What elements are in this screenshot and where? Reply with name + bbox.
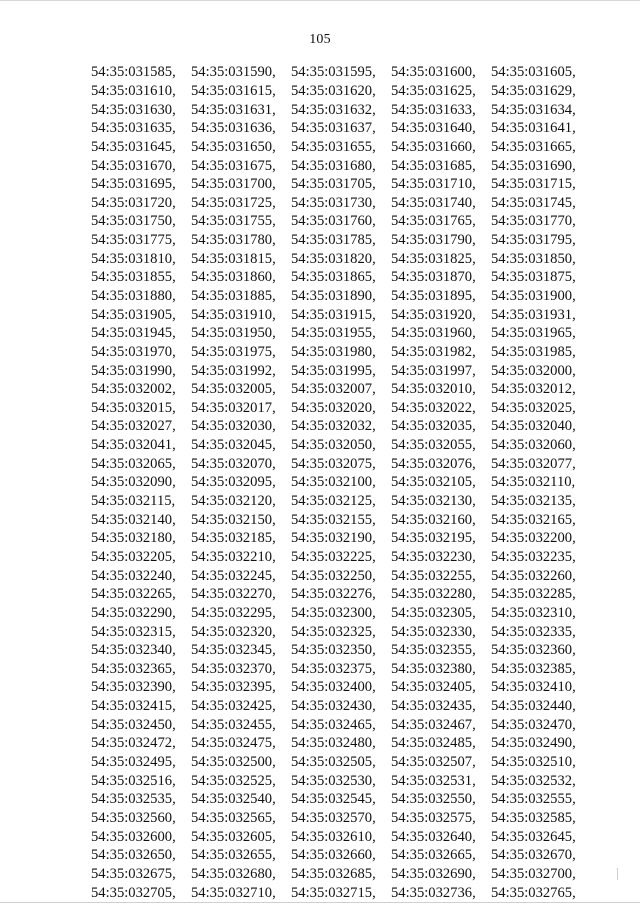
cadastral-number: 54:35:032140,	[91, 511, 176, 528]
cadastral-number: 54:35:032240,	[91, 567, 176, 584]
cadastral-number: 54:35:031636,	[191, 120, 276, 137]
cadastral-number: 54:35:032020,	[291, 399, 376, 416]
cadastral-number: 54:35:031885,	[191, 288, 276, 304]
list-row	[91, 343, 601, 362]
cadastral-number: 54:35:031875,	[491, 269, 576, 286]
cadastral-number: 54:35:031990,	[91, 362, 176, 379]
cadastral-number: 54:35:032195,	[391, 530, 476, 547]
cadastral-number: 54:35:032650,	[91, 847, 176, 864]
list-row	[91, 622, 601, 641]
cadastral-number: 54:35:032415,	[91, 698, 176, 715]
cadastral-number: 54:35:032050,	[291, 437, 376, 454]
cadastral-number: 54:35:032736,	[391, 884, 476, 901]
cadastral-number: 54:35:032480,	[291, 735, 376, 752]
cadastral-number: 54:35:032340,	[91, 642, 176, 659]
list-row	[91, 212, 601, 231]
cadastral-number: 54:35:032540,	[191, 791, 276, 808]
cadastral-number: 54:35:032516,	[91, 772, 176, 789]
list-row	[91, 510, 601, 529]
cadastral-number: 54:35:032430,	[291, 698, 376, 715]
cadastral-number: 54:35:032335,	[491, 623, 576, 640]
cadastral-number: 54:35:031620,	[291, 82, 376, 99]
cadastral-number: 54:35:031970,	[91, 343, 176, 360]
list-row	[91, 734, 601, 753]
cadastral-number: 54:35:032130,	[391, 493, 476, 510]
cadastral-number: 54:35:031590,	[191, 64, 276, 81]
cadastral-number: 54:35:032012,	[491, 381, 576, 398]
list-row	[91, 641, 601, 660]
cadastral-number: 54:35:032235,	[491, 548, 576, 565]
cadastral-number: 54:35:032400,	[291, 679, 376, 696]
list-row	[91, 436, 601, 455]
cadastral-number: 54:35:032450,	[91, 716, 176, 733]
cadastral-number: 54:35:032510,	[491, 754, 576, 771]
cadastral-number: 54:35:032675,	[91, 865, 176, 882]
cadastral-number: 54:35:032035,	[391, 418, 476, 435]
list-row	[91, 175, 601, 194]
cadastral-number: 54:35:031905,	[91, 306, 176, 323]
cadastral-number: 54:35:032465,	[291, 716, 376, 733]
cadastral-number: 54:35:032110,	[491, 474, 576, 491]
cadastral-number: 54:35:031870,	[391, 269, 476, 286]
list-row	[91, 827, 601, 846]
list-row	[91, 473, 601, 492]
cadastral-number: 54:35:032345,	[191, 642, 276, 659]
cadastral-number: 54:35:032075,	[291, 455, 376, 472]
page-bottom-edge	[0, 902, 640, 903]
cadastral-number: 54:35:032280,	[391, 586, 476, 603]
list-row	[91, 305, 601, 324]
cadastral-number: 54:35:032470,	[491, 716, 576, 733]
cadastral-number: 54:35:032190,	[291, 530, 376, 547]
cadastral-number: 54:35:032095,	[191, 474, 276, 491]
cadastral-number: 54:35:031775,	[91, 232, 176, 249]
cadastral-number: 54:35:032305,	[391, 604, 476, 621]
cadastral-number: 54:35:031670,	[91, 157, 176, 174]
cadastral-number: 54:35:031650,	[191, 138, 276, 155]
cadastral-number: 54:35:032027,	[91, 418, 176, 435]
cadastral-number: 54:35:031725,	[191, 194, 276, 211]
cadastral-number: 54:35:032045,	[191, 437, 276, 454]
cadastral-number: 54:35:032285,	[491, 586, 576, 603]
cadastral-number: 54:35:031790,	[391, 232, 476, 249]
cadastral-number: 54:35:032710,	[191, 884, 276, 901]
cadastral-number: 54:35:032490,	[491, 735, 576, 752]
cadastral-number: 54:35:032120,	[191, 493, 276, 510]
list-row	[91, 156, 601, 175]
cadastral-number: 54:35:031655,	[291, 138, 376, 155]
cadastral-number: 54:35:031760,	[291, 213, 376, 230]
cadastral-number: 54:35:032310,	[491, 604, 576, 621]
cadastral-number: 54:35:031880,	[91, 288, 176, 304]
cadastral-number: 54:35:032410,	[491, 679, 576, 696]
cadastral-number: 54:35:031770,	[491, 213, 576, 230]
cadastral-number: 54:35:031995,	[291, 362, 376, 379]
cadastral-number: 54:35:032015,	[91, 399, 176, 416]
cadastral-number: 54:35:031625,	[391, 82, 476, 99]
list-row	[91, 138, 601, 157]
cadastral-number: 54:35:031680,	[291, 157, 376, 174]
cadastral-number: 54:35:031820,	[291, 250, 376, 267]
list-row	[91, 529, 601, 548]
cadastral-number: 54:35:031931,	[491, 306, 576, 323]
cadastral-number: 54:35:032260,	[491, 567, 576, 584]
cadastral-number: 54:35:032360,	[491, 642, 576, 659]
cadastral-number: 54:35:031715,	[491, 176, 576, 193]
cadastral-number: 54:35:031975,	[191, 343, 276, 360]
cadastral-number: 54:35:032475,	[191, 735, 276, 752]
cadastral-number: 54:35:031605,	[491, 64, 576, 81]
cadastral-number: 54:35:032390,	[91, 679, 176, 696]
cadastral-number: 54:35:032041,	[91, 437, 176, 454]
list-row	[91, 63, 601, 82]
cadastral-number: 54:35:032585,	[491, 809, 576, 826]
cadastral-number: 54:35:031980,	[291, 343, 376, 360]
list-row	[91, 715, 601, 734]
cadastral-number: 54:35:031585,	[91, 64, 176, 81]
cadastral-number: 54:35:031895,	[391, 288, 476, 304]
cadastral-number: 54:35:032300,	[291, 604, 376, 621]
cadastral-number: 54:35:032660,	[291, 847, 376, 864]
cadastral-number: 54:35:031595,	[291, 64, 376, 81]
cadastral-number: 54:35:031685,	[391, 157, 476, 174]
list-row	[91, 268, 601, 287]
cadastral-number: 54:35:031695,	[91, 176, 176, 193]
cadastral-number: 54:35:031755,	[191, 213, 276, 230]
list-row	[91, 193, 601, 212]
cadastral-number: 54:35:032405,	[391, 679, 476, 696]
list-row	[91, 753, 601, 772]
cadastral-number: 54:35:032325,	[291, 623, 376, 640]
cadastral-number: 54:35:032077,	[491, 455, 576, 472]
cadastral-number: 54:35:032150,	[191, 511, 276, 528]
cadastral-number: 54:35:032032,	[291, 418, 376, 435]
cadastral-number: 54:35:032395,	[191, 679, 276, 696]
cadastral-number: 54:35:031865,	[291, 269, 376, 286]
cadastral-number: 54:35:032375,	[291, 660, 376, 677]
cadastral-number: 54:35:032645,	[491, 828, 576, 845]
cadastral-number: 54:35:032210,	[191, 548, 276, 565]
cadastral-number: 54:35:031985,	[491, 343, 576, 360]
cadastral-number: 54:35:032295,	[191, 604, 276, 621]
list-row	[91, 380, 601, 399]
list-row	[91, 678, 601, 697]
list-row	[91, 100, 601, 119]
cadastral-number: 54:35:032030,	[191, 418, 276, 435]
cadastral-number: 54:35:032495,	[91, 754, 176, 771]
list-row	[91, 771, 601, 790]
cadastral-number: 54:35:032532,	[491, 772, 576, 789]
cadastral-number: 54:35:031730,	[291, 194, 376, 211]
cadastral-number: 54:35:032435,	[391, 698, 476, 715]
cadastral-number: 54:35:032185,	[191, 530, 276, 547]
list-row	[91, 566, 601, 585]
cadastral-number: 54:35:032467,	[391, 716, 476, 733]
cadastral-number: 54:35:031705,	[291, 176, 376, 193]
cadastral-number: 54:35:032230,	[391, 548, 476, 565]
cadastral-number: 54:35:032002,	[91, 381, 176, 398]
cadastral-number: 54:35:032250,	[291, 567, 376, 584]
cadastral-number: 54:35:032455,	[191, 716, 276, 733]
cadastral-number: 54:35:032255,	[391, 567, 476, 584]
list-row	[91, 231, 601, 250]
cadastral-number: 54:35:031860,	[191, 269, 276, 286]
list-row	[91, 119, 601, 138]
cadastral-number: 54:35:031740,	[391, 194, 476, 211]
cadastral-number: 54:35:031765,	[391, 213, 476, 230]
cadastral-number: 54:35:032680,	[191, 865, 276, 882]
cadastral-number: 54:35:032550,	[391, 791, 476, 808]
cadastral-number: 54:35:031915,	[291, 306, 376, 323]
cadastral-number: 54:35:031965,	[491, 325, 576, 342]
cadastral-number: 54:35:032605,	[191, 828, 276, 845]
cadastral-number: 54:35:032685,	[291, 865, 376, 882]
cadastral-number: 54:35:032125,	[291, 493, 376, 510]
list-row	[91, 883, 601, 902]
cadastral-number: 54:35:032165,	[491, 511, 576, 528]
cadastral-number: 54:35:032640,	[391, 828, 476, 845]
cadastral-number: 54:35:032525,	[191, 772, 276, 789]
cadastral-number: 54:35:032276,	[291, 586, 376, 603]
cadastral-number: 54:35:031855,	[91, 269, 176, 286]
list-row	[91, 865, 601, 884]
cadastral-number: 54:35:032600,	[91, 828, 176, 845]
cadastral-number: 54:35:031900,	[491, 288, 576, 304]
cadastral-number: 54:35:032545,	[291, 791, 376, 808]
cadastral-number: 54:35:032355,	[391, 642, 476, 659]
cadastral-number: 54:35:032610,	[291, 828, 376, 845]
cadastral-number: 54:35:032000,	[491, 362, 576, 379]
list-row	[91, 492, 601, 511]
cadastral-number: 54:35:032200,	[491, 530, 576, 547]
cadastral-number: 54:35:032065,	[91, 455, 176, 472]
cadastral-number: 54:35:031630,	[91, 101, 176, 118]
cadastral-number: 54:35:032575,	[391, 809, 476, 826]
cadastral-number: 54:35:031945,	[91, 325, 176, 342]
cadastral-number: 54:35:031660,	[391, 138, 476, 155]
cadastral-number: 54:35:032265,	[91, 586, 176, 603]
cadastral-number: 54:35:032690,	[391, 865, 476, 882]
cadastral-number: 54:35:031795,	[491, 232, 576, 249]
cadastral-number: 54:35:032531,	[391, 772, 476, 789]
cadastral-number: 54:35:032425,	[191, 698, 276, 715]
cadastral-number: 54:35:032485,	[391, 735, 476, 752]
cadastral-number: 54:35:032290,	[91, 604, 176, 621]
cadastral-number: 54:35:032040,	[491, 418, 576, 435]
list-row	[91, 604, 601, 623]
cadastral-number: 54:35:032320,	[191, 623, 276, 640]
cadastral-number: 54:35:032155,	[291, 511, 376, 528]
cadastral-number: 54:35:032205,	[91, 548, 176, 565]
list-row	[91, 417, 601, 436]
cadastral-number: 54:35:031955,	[291, 325, 376, 342]
cadastral-number: 54:35:031675,	[191, 157, 276, 174]
cadastral-number: 54:35:031635,	[91, 120, 176, 137]
cadastral-number: 54:35:032070,	[191, 455, 276, 472]
cadastral-number: 54:35:031992,	[191, 362, 276, 379]
cadastral-number: 54:35:031780,	[191, 232, 276, 249]
cadastral-number: 54:35:032330,	[391, 623, 476, 640]
cadastral-number: 54:35:032555,	[491, 791, 576, 808]
cadastral-number: 54:35:032090,	[91, 474, 176, 491]
cadastral-number: 54:35:031982,	[391, 343, 476, 360]
cadastral-number: 54:35:031615,	[191, 82, 276, 99]
cadastral-number: 54:35:031710,	[391, 176, 476, 193]
cadastral-number: 54:35:032225,	[291, 548, 376, 565]
cadastral-number: 54:35:031910,	[191, 306, 276, 323]
cadastral-number: 54:35:031610,	[91, 82, 176, 99]
cadastral-number: 54:35:031997,	[391, 362, 476, 379]
cadastral-number: 54:35:032350,	[291, 642, 376, 659]
cadastral-number: 54:35:032055,	[391, 437, 476, 454]
cadastral-number: 54:35:031825,	[391, 250, 476, 267]
cadastral-number: 54:35:032765,	[491, 884, 576, 901]
cadastral-number: 54:35:031745,	[491, 194, 576, 211]
cadastral-number: 54:35:032700,	[491, 865, 576, 882]
list-row	[91, 790, 601, 809]
cadastral-number: 54:35:032530,	[291, 772, 376, 789]
list-row	[91, 249, 601, 268]
list-row	[91, 660, 601, 679]
cadastral-number: 54:35:031810,	[91, 250, 176, 267]
cadastral-number: 54:35:031665,	[491, 138, 576, 155]
page-number: 105	[309, 32, 331, 47]
cadastral-number: 54:35:031633,	[391, 101, 476, 118]
cadastral-number: 54:35:032160,	[391, 511, 476, 528]
cadastral-number: 54:35:032705,	[91, 884, 176, 901]
cadastral-number: 54:35:032370,	[191, 660, 276, 677]
cadastral-number: 54:35:032500,	[191, 754, 276, 771]
cadastral-number: 54:35:032017,	[191, 399, 276, 416]
cadastral-number: 54:35:031700,	[191, 176, 276, 193]
list-row	[91, 82, 601, 101]
cadastral-number: 54:35:031637,	[291, 120, 376, 137]
cadastral-number: 54:35:032022,	[391, 399, 476, 416]
cadastral-number: 54:35:032007,	[291, 381, 376, 398]
cadastral-number: 54:35:032010,	[391, 381, 476, 398]
cadastral-number: 54:35:031720,	[91, 194, 176, 211]
cadastral-number: 54:35:031690,	[491, 157, 576, 174]
cadastral-number: 54:35:032025,	[491, 399, 576, 416]
cadastral-number: 54:35:032507,	[391, 754, 476, 771]
cadastral-number: 54:35:031960,	[391, 325, 476, 342]
cadastral-number: 54:35:031600,	[391, 64, 476, 81]
cadastral-number: 54:35:031645,	[91, 138, 176, 155]
cadastral-number: 54:35:031629,	[491, 82, 576, 99]
list-row	[91, 548, 601, 567]
list-row	[91, 361, 601, 380]
cadastral-number: 54:35:032060,	[491, 437, 576, 454]
list-row	[91, 585, 601, 604]
scan-edge-mark	[617, 868, 618, 880]
cadastral-number: 54:35:031850,	[491, 250, 576, 267]
cadastral-number: 54:35:031750,	[91, 213, 176, 230]
list-row	[91, 454, 601, 473]
cadastral-number: 54:35:031890,	[291, 288, 376, 304]
cadastral-number: 54:35:032535,	[91, 791, 176, 808]
cadastral-number: 54:35:032665,	[391, 847, 476, 864]
cadastral-number: 54:35:032315,	[91, 623, 176, 640]
list-row	[91, 324, 601, 343]
cadastral-number: 54:35:032180,	[91, 530, 176, 547]
cadastral-number: 54:35:032565,	[191, 809, 276, 826]
list-row	[91, 809, 601, 828]
cadastral-number: 54:35:032472,	[91, 735, 176, 752]
list-row	[91, 846, 601, 865]
cadastral-number: 54:35:032440,	[491, 698, 576, 715]
cadastral-number-list	[91, 63, 601, 902]
cadastral-number: 54:35:032270,	[191, 586, 276, 603]
cadastral-number: 54:35:032005,	[191, 381, 276, 398]
cadastral-number: 54:35:032570,	[291, 809, 376, 826]
cadastral-number: 54:35:032115,	[91, 493, 176, 510]
cadastral-number: 54:35:032655,	[191, 847, 276, 864]
cadastral-number: 54:35:031632,	[291, 101, 376, 118]
cadastral-number: 54:35:032505,	[291, 754, 376, 771]
cadastral-number: 54:35:032135,	[491, 493, 576, 510]
cadastral-number: 54:35:032100,	[291, 474, 376, 491]
cadastral-number: 54:35:032245,	[191, 567, 276, 584]
cadastral-number: 54:35:031785,	[291, 232, 376, 249]
cadastral-number: 54:35:032715,	[291, 884, 376, 901]
list-row	[91, 287, 601, 306]
list-row	[91, 697, 601, 716]
page-top-edge	[0, 0, 640, 1]
cadastral-number: 54:35:031950,	[191, 325, 276, 342]
cadastral-number: 54:35:031641,	[491, 120, 576, 137]
cadastral-number: 54:35:032670,	[491, 847, 576, 864]
cadastral-number: 54:35:031640,	[391, 120, 476, 137]
cadastral-number: 54:35:031815,	[191, 250, 276, 267]
cadastral-number: 54:35:032076,	[391, 455, 476, 472]
cadastral-number: 54:35:032365,	[91, 660, 176, 677]
cadastral-number: 54:35:031631,	[191, 101, 276, 118]
cadastral-number: 54:35:032385,	[491, 660, 576, 677]
cadastral-number: 54:35:032560,	[91, 809, 176, 826]
cadastral-number: 54:35:031920,	[391, 306, 476, 323]
cadastral-number: 54:35:032380,	[391, 660, 476, 677]
cadastral-number: 54:35:031634,	[491, 101, 576, 118]
cadastral-number: 54:35:032105,	[391, 474, 476, 491]
list-row	[91, 399, 601, 418]
